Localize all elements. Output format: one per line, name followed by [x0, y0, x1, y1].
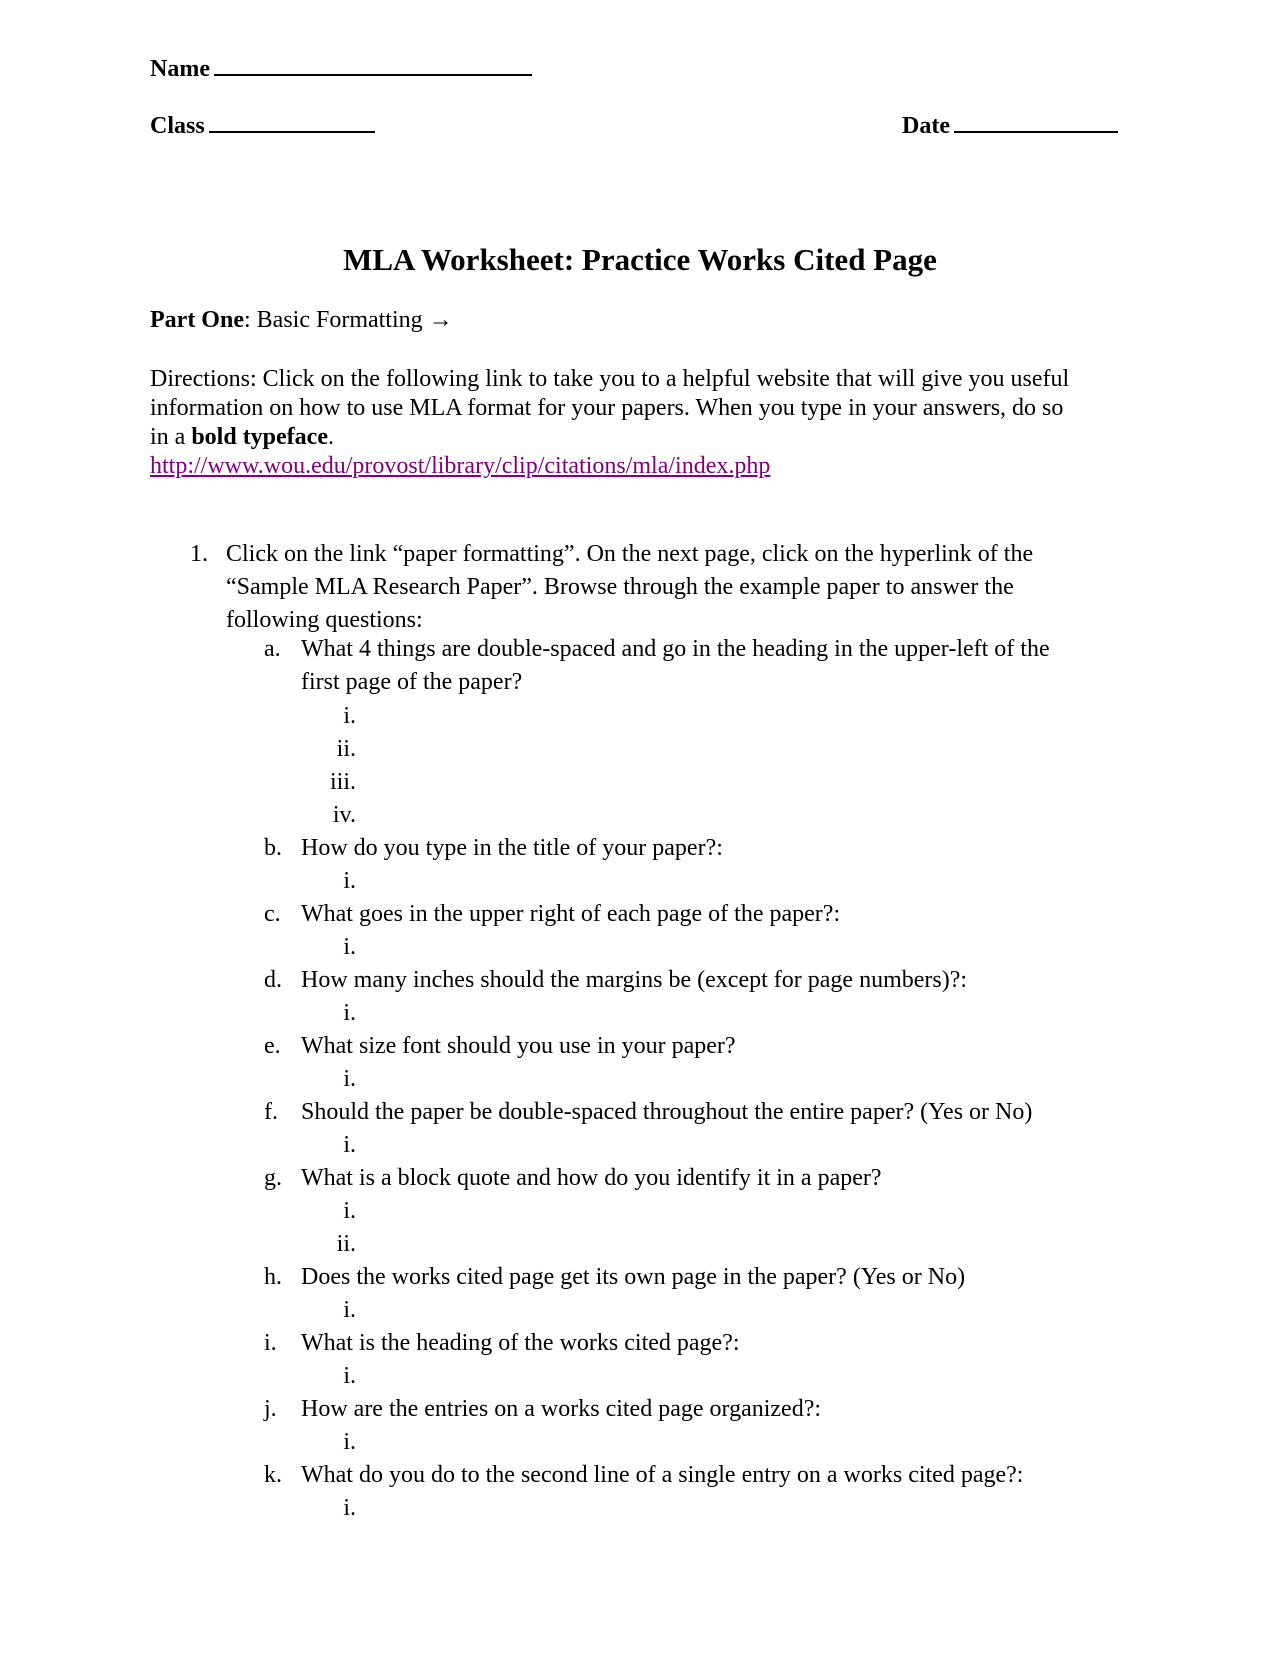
- subquestion-k-text: What do you do to the second line of a single entry on a works cited page?:: [301, 1462, 1024, 1488]
- subquestion-c-text: What goes in the upper right of each page of the paper?:: [301, 901, 841, 927]
- answer-h-i: i.: [343, 1297, 356, 1323]
- class-blank-line[interactable]: [209, 113, 375, 133]
- name-field[interactable]: [150, 56, 532, 83]
- part-one-heading: [150, 307, 453, 334]
- answer-a-iv: iv.: [332, 802, 356, 828]
- subquestion-i-text: What is the heading of the works cited page?:: [301, 1330, 740, 1356]
- subquestion-a-line-2: first page of the paper?: [301, 669, 523, 695]
- directions-line-3: [150, 423, 1130, 452]
- name-blank-line[interactable]: [214, 56, 532, 76]
- subquestion-f-text: Should the paper be double-spaced throughout the entire paper? (Yes or No): [301, 1099, 1033, 1125]
- subquestion-g-letter: g.: [264, 1165, 282, 1191]
- answer-g-ii: ii.: [336, 1231, 356, 1257]
- directions-line-1: Directions: Click on the following link to take you to a helpful website that will give you useful: [150, 366, 1070, 392]
- question-1-number: 1.: [190, 541, 208, 567]
- subquestion-k-letter: k.: [264, 1462, 282, 1488]
- directions: [150, 365, 1130, 481]
- directions-line-3-suffix: .: [327, 424, 334, 450]
- date-blank-line[interactable]: [954, 113, 1118, 133]
- answer-b-i: i.: [343, 868, 356, 894]
- subquestion-d-text: How many inches should the margins be (except for page numbers)?:: [301, 967, 968, 993]
- answer-c-i: i.: [343, 934, 356, 960]
- date-field[interactable]: [902, 113, 1118, 140]
- part-one-text: : Basic Formatting →: [243, 307, 453, 333]
- mla-resource-link[interactable]: http://www.wou.edu/provost/library/clip/citations/mla/index.php: [150, 453, 771, 479]
- subquestion-e-text: What size font should you use in your paper?: [301, 1033, 736, 1059]
- subquestion-e-letter: e.: [264, 1033, 281, 1059]
- class-field[interactable]: [150, 113, 375, 140]
- subquestion-g-text: What is a block quote and how do you identify it in a paper?: [301, 1165, 882, 1191]
- question-1-line-2: “Sample MLA Research Paper”. Browse through the example paper to answer the: [226, 574, 1014, 600]
- subquestion-b-letter: b.: [264, 835, 282, 861]
- question-1-text: [226, 538, 1126, 637]
- answer-a-i: i.: [343, 703, 356, 729]
- date-label: Date: [902, 113, 950, 139]
- subquestion-b-text: How do you type in the title of your paper?:: [301, 835, 723, 861]
- part-one-label: Part One: [150, 307, 244, 333]
- subquestion-d-letter: d.: [264, 967, 282, 993]
- answer-d-i: i.: [343, 1000, 356, 1026]
- page-title: MLA Worksheet: Practice Works Cited Page: [343, 242, 937, 277]
- answer-g-i: i.: [343, 1198, 356, 1224]
- bold-typeface-text: bold typeface: [191, 424, 328, 450]
- answer-k-i: i.: [343, 1495, 356, 1521]
- answer-i-i: i.: [343, 1363, 356, 1389]
- subquestion-c-letter: c.: [264, 901, 281, 927]
- answer-f-i: i.: [343, 1132, 356, 1158]
- question-1-line-1: Click on the link “paper formatting”. On the next page, click on the hyperlink of the: [226, 541, 1034, 567]
- answer-j-i: i.: [343, 1429, 356, 1455]
- subquestion-f-letter: f.: [264, 1099, 278, 1125]
- subquestion-j-text: How are the entries on a works cited page organized?:: [301, 1396, 822, 1422]
- subquestion-i-letter: i.: [264, 1330, 277, 1356]
- directions-line-2: information on how to use MLA format for your papers. When you type in your answers, do so: [150, 395, 1064, 421]
- subquestion-a-letter: a.: [264, 636, 281, 662]
- class-label: Class: [150, 113, 205, 139]
- answer-e-i: i.: [343, 1066, 356, 1092]
- name-label: Name: [150, 56, 210, 82]
- subquestion-h-letter: h.: [264, 1264, 282, 1290]
- answer-a-ii: ii.: [336, 736, 356, 762]
- question-1-line-3: following questions:: [226, 607, 423, 633]
- directions-line-3-prefix: in a: [150, 424, 192, 450]
- subquestion-a-line-1: What 4 things are double-spaced and go in the heading in the upper-left of the: [301, 636, 1050, 662]
- answer-a-iii: iii.: [329, 769, 356, 795]
- subquestion-h-text: Does the works cited page get its own page in the paper? (Yes or No): [301, 1264, 966, 1290]
- subquestion-j-letter: j.: [264, 1396, 277, 1422]
